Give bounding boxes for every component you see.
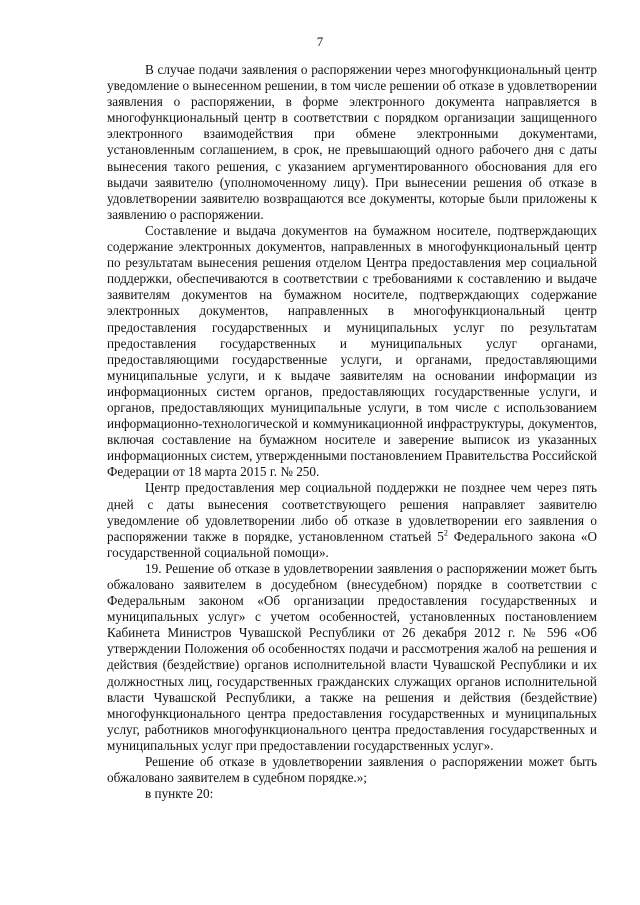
paragraph-text: Федерального закона «О государственной социальной помощи». xyxy=(107,528,597,560)
paragraph-center-notification xyxy=(107,480,597,560)
paragraph-text: Центр предоставления мер социальной поддержки не позднее чем через пять дней с даты вынесения соответствующего решения направляет заявителю уведомление об удовлетворении либо об отказе в удовлетворении его заявления о распоряжении также в порядке, установленном статьей 5 xyxy=(107,480,597,544)
page-number: 7 xyxy=(316,34,324,49)
paragraph-paper-documents: Составление и выдача документов на бумажном носителе, подтверждающих содержание электронных документов, направленных в многофункциональный центр по результатам вынесения решения отделом Центра предоставления мер социальной поддержки, обеспечиваются в соответствии с требованиями к составлению и выдаче заявителям документов на бумажном носителе, подтверждающих содержание электронных документов, направленных в многофункциональный центр предоставления государственных и муниципальных услуг по результатам предоставления государственных и муниципальных услуг органами, предоставляющими государственные услуги, и органами, предоставляющими муниципальные услуги, и к выдаче заявителям на основании информации из информационных систем органов, предоставляющих государственные услуги, и органов, предоставляющих муниципальные услуги, в том числе с использованием информационно-технологической и коммуникационной инфраструктуры, документов, включая составление на бумажном носителе и заверение выписок из указанных информационных систем, утвержденными постановлением Правительства Российской Федерации от 18 марта 2015 г. № 250. xyxy=(107,222,597,480)
document-body xyxy=(107,62,597,802)
paragraph-point-20: в пункте 20: xyxy=(145,786,214,802)
paragraph-appeal-procedure: 19. Решение об отказе в удовлетворении заявления о распоряжении может быть обжаловано заявителем в досудебном (внесудебном) порядке в соответствии с Федеральным законом «Об организации предоставления государственных и муниципальных услуг» с учетом особенностей, установленных постановлением Кабинета Министров Чувашской Республики от 26 декабря 2012 г. № 596 «Об утверждении Положения об особенностях подачи и рассмотрения жалоб на решения и действия (бездействие) органов исполнительной власти Чувашской Республики и их должностных лиц, государственных гражданских служащих органов исполнительной власти Чувашской Республики, а также на решения и действия (бездействие) многофункционального центра предоставления государственных и муниципальных услуг, работников многофункционального центра предоставления государственных и муниципальных услуг при предоставлении государственных услуг». xyxy=(107,560,597,753)
paragraph-judicial-appeal: Решение об отказе в удовлетворении заявления о распоряжении может быть обжаловано заявителем в судебном порядке.»; xyxy=(107,754,597,786)
article-superscript: 2 xyxy=(443,528,448,538)
paragraph-mfc-notification: В случае подачи заявления о распоряжении через многофункциональный центр уведомление о вынесенном решении, в том числе решении об отказе в удовлетворении заявления о распоряжении, в форме электронного документа направляется в многофункциональный центр в соответствии с порядком организации защищенного электронного взаимодействия при обмене электронными документами, установленным соглашением, в срок, не превышающий одного рабочего дня с даты вынесения такого решения, с указанием аргументированного обоснования для его выдачи заявителю (уполномоченному лицу). При вынесении решения об отказе в удовлетворении заявителю возвращаются все документы, которые были приложены к заявлению о распоряжении. xyxy=(107,62,597,222)
